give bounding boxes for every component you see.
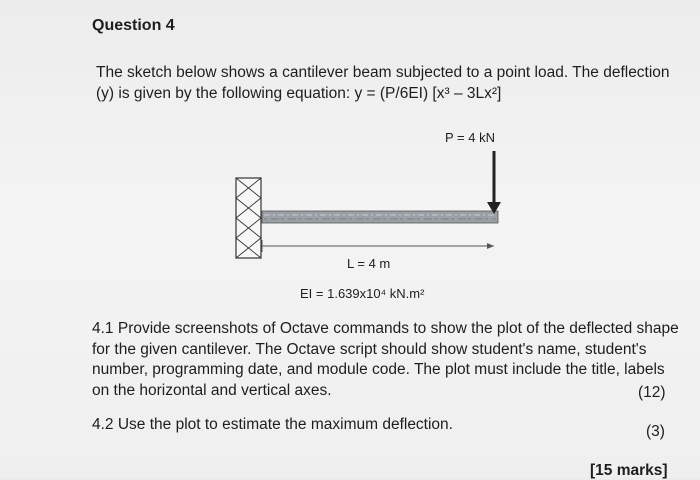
q41-line-4: on the horizontal and vertical axes. [92, 381, 332, 399]
q41-marks: (12) [638, 384, 666, 401]
intro-equation-line: (y) is given by the following equation: y = (P/6EI) [x³ – 3Lx²] [96, 85, 502, 102]
q41-line-1: 4.1 Provide screenshots of Octave commands to show the plot of the deflected shape [92, 320, 679, 337]
beam [262, 211, 498, 223]
total-marks: [15 marks] [590, 462, 668, 479]
load-arrow [487, 151, 501, 214]
q41-line-3: number, programming date, and module code. The plot must include the title, labels [92, 361, 665, 378]
question-heading: Question 4 [92, 17, 175, 34]
ei-label: EI = 1.639x10⁴ kN.m² [300, 286, 425, 301]
length-dimension-line [262, 240, 494, 252]
intro-line-1: The sketch below shows a cantilever beam subjected to a point load. The deflection [96, 64, 670, 81]
length-label: L = 4 m [347, 256, 391, 271]
fixed-support [236, 178, 261, 258]
question-4-2: 4.2 Use the plot to estimate the maximum deflection. [92, 416, 453, 433]
q41-line-2: for the given cantilever. The Octave script should show student's name, student's [92, 340, 647, 358]
load-label: P = 4 kN [445, 130, 495, 145]
q42-marks: (3) [646, 423, 665, 440]
question-4-1 [92, 319, 682, 401]
